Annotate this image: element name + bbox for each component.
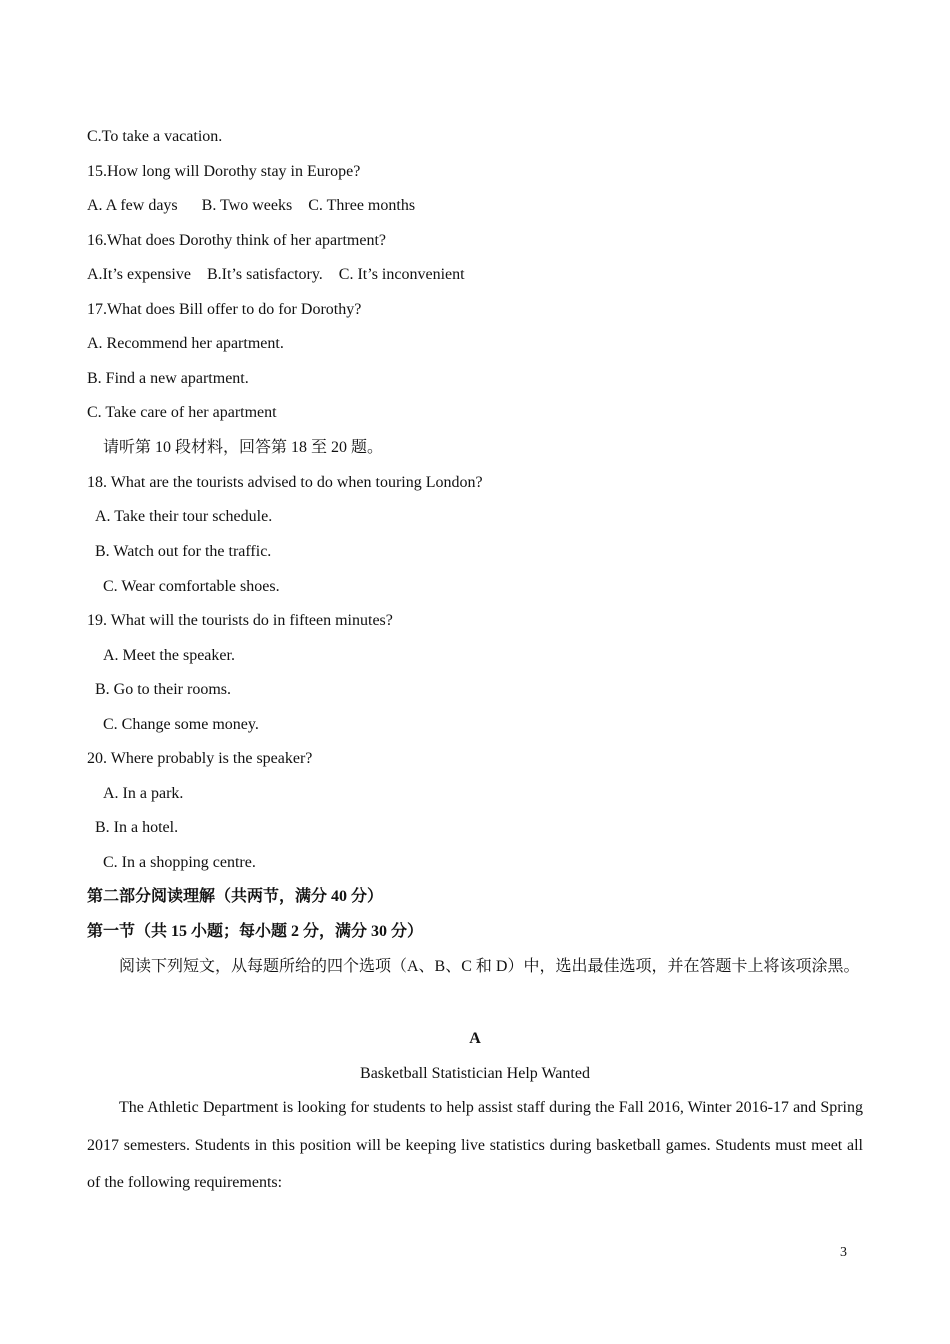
q14-option-c: C.To take a vacation.: [87, 128, 223, 145]
q16-options: A.It’s expensive B.It’s satisfactory. C. It’s inconvenient: [87, 266, 465, 283]
q17-option-b: B. Find a new apartment.: [87, 370, 249, 387]
q20-option-a: A. In a park.: [103, 785, 184, 802]
q17-option-a: A. Recommend her apartment.: [87, 335, 284, 352]
reading-part-heading: 第二部分阅读理解（共两节，满分 40 分）: [87, 888, 384, 905]
q17-question: 17.What does Bill offer to do for Dorothy?: [87, 301, 362, 318]
passage-letter: A: [469, 1030, 481, 1047]
q19-option-a: A. Meet the speaker.: [103, 647, 235, 664]
q19-option-b: B. Go to their rooms.: [95, 681, 231, 698]
q18-option-c: C. Wear comfortable shoes.: [103, 578, 280, 595]
page-number: 3: [840, 1245, 847, 1260]
q15-options: A. A few days B. Two weeks C. Three months: [87, 197, 416, 214]
passage-paragraph: The Athletic Department is looking for students to help assist staff during the Fall 2016, Winter 2016-17 and Spring 2017 semesters. Students in this position will be keeping live statistics during basketball games. Students must meet all of the following requirements:: [87, 1099, 863, 1191]
q18-option-a: A. Take their tour schedule.: [95, 508, 273, 525]
q20-option-c: C. In a shopping centre.: [103, 854, 256, 871]
reading-instruction: 阅读下列短文，从每题所给的四个选项（A、B、C 和 D）中，选出最佳选项，并在答题卡上将该项涂黑。: [119, 958, 860, 975]
q20-question: 20. Where probably is the speaker?: [87, 750, 313, 767]
section10-instruction: 请听第 10 段材料，回答第 18 至 20 题。: [103, 439, 384, 456]
reading-section-heading: 第一节（共 15 小题；每小题 2 分，满分 30 分）: [87, 923, 424, 940]
q17-option-c: C. Take care of her apartment: [87, 404, 277, 421]
q18-question: 18. What are the tourists advised to do when touring London?: [87, 474, 483, 491]
q20-option-b: B. In a hotel.: [95, 819, 179, 836]
passage-title: Basketball Statistician Help Wanted: [360, 1065, 590, 1082]
q18-option-b: B. Watch out for the traffic.: [95, 543, 272, 560]
q16-question: 16.What does Dorothy think of her apartment?: [87, 232, 387, 249]
q19-option-c: C. Change some money.: [103, 716, 259, 733]
q19-question: 19. What will the tourists do in fifteen minutes?: [87, 612, 393, 629]
q15-question: 15.How long will Dorothy stay in Europe?: [87, 163, 361, 180]
